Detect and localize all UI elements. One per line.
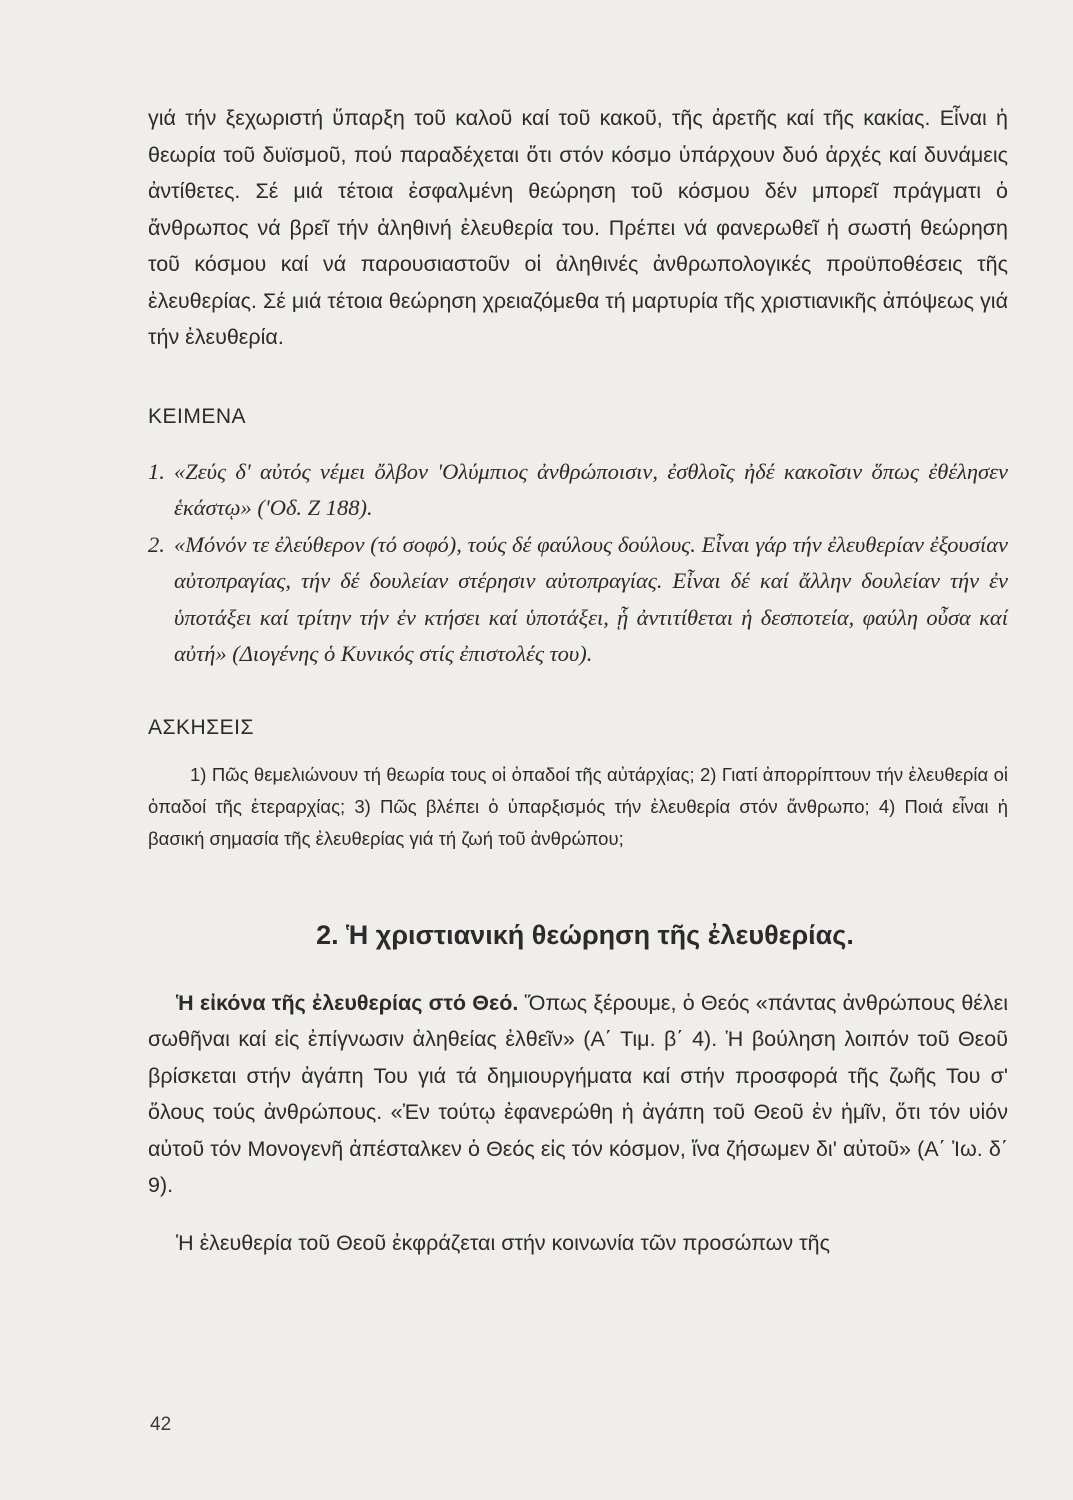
texts-heading: ΚΕΙΜΕΝΑ xyxy=(148,404,247,428)
texts-list xyxy=(148,454,1008,673)
text-item-number: 2. xyxy=(148,531,165,557)
page-content xyxy=(148,100,1008,1262)
section-paragraph-2: Ἡ ἐλευθερία τοῦ Θεοῦ ἐκφράζεται στήν κοινωνία τῶν προσώπων τῆς xyxy=(176,1231,830,1255)
exercises-text: 1) Πῶς θεμελιώνουν τή θεωρία τους οἱ ὀπαδοί τῆς αὐτάρχίας; 2) Γιατί ἀπορρίπτουν τήν ἐλευθερία οἱ ὀπαδοί τῆς ἑτεραρχίας; 3) Πῶς βλέπει ὁ ὑπαρξισμός τήν ἐλευθερία στόν ἄνθρωπο; 4) Ποιά εἶναι ἡ βασική σημασία τῆς ἐλευθερίας γιά τή ζωή τοῦ ἀνθρώπου; xyxy=(148,763,1008,849)
section-lead: Ἡ εἰκόνα τῆς ἐλευθερίας στό Θεό. xyxy=(176,990,519,1015)
exercises-heading: ΑΣΚΗΣΕΙΣ xyxy=(148,715,254,739)
chapter-title: 2. Ἡ χριστιανική θεώρηση τῆς ἐλευθερίας. xyxy=(316,919,854,950)
text-item-body: «Μόνόν τε ἐλεύθερον (τό σοφό), τούς δέ φαύλους δούλους. Εἶναι γάρ τήν ἐλευθερίαν ἐξουσίαν αὐτοπραγίας, τήν δέ δουλείαν στέρησιν αὐτοπραγίας. Εἶναι δέ καί ἄλλην δουλείαν τήν ἐν ὑποτάξει καί τρίτην τήν ἐν κτήσει καί ὑποτάξει, ᾗ ἀντιτίθεται ἡ δεσποτεία, φαύλη οὖσα καί αὐτή» (Διογένης ὁ Κυνικός στίς ἐπιστολές του). xyxy=(174,531,1008,666)
text-item-number: 1. xyxy=(148,458,165,484)
page-number: 42 xyxy=(150,1414,172,1435)
text-item-2 xyxy=(148,527,1008,673)
text-item-1 xyxy=(148,454,1008,527)
section-paragraph xyxy=(148,985,1008,1204)
section-body: Ὅπως ξέρουμε, ὁ Θεός «πάντας ἀνθρώπους θέλει σωθῆναι καί εἰς ἐπίγνωσιν ἀληθείας ἐλθεῖν» (Α΄ Τιμ. β΄ 4). Ἡ βούληση λοιπόν τοῦ Θεοῦ βρίσκεται στήν ἀγάπη Του γιά τά δημιουργήματα καί στήν προσφορά τῆς ζωῆς Του σ' ὅλους τούς ἀνθρώπους. «Ἐν τούτῳ ἐφανερώθη ἡ ἀγάπη τοῦ Θεοῦ ἐν ἡμῖν, ὅτι τόν υἱόν αὐτοῦ τόν Μονογενῆ ἀπέσταλκεν ὁ Θεός εἰς τόν κόσμον, ἵνα ζήσωμεν δι' αὐτοῦ» (Α΄ Ἰω. δ΄ 9). xyxy=(148,990,1008,1197)
intro-paragraph: γιά τήν ξεχωριστή ὕπαρξη τοῦ καλοῦ καί τοῦ κακοῦ, τῆς ἀρετῆς καί τῆς κακίας. Εἶναι ἡ θεωρία τοῦ δυϊσμοῦ, πού παραδέχεται ὅτι στόν κόσμο ὑπάρχουν δυό ἀρχές καί δυνάμεις ἀντίθετες. Σέ μιά τέτοια ἐσφαλμένη θεώρηση τοῦ κόσμου δέν μπορεῖ πράγματι ὁ ἄνθρωπος νά βρεῖ τήν ἀληθινή ἐλευθερία του. Πρέπει νά φανερωθεῖ ἡ σωστή θεώρηση τοῦ κόσμου καί νά παρουσιαστοῦν οἱ ἀληθινές ἀνθρωπολογικές προϋποθέσεις τῆς ἐλευθερίας. Σέ μιά τέτοια θεώρηση χρειαζόμεθα τή μαρτυρία τῆς χριστιανικῆς ἀπόψεως γιά τήν ἐλευθερία. xyxy=(148,106,1008,349)
text-item-body: «Ζεύς δ' αὐτός νέμει ὄλβον 'Ολύμπιος ἀνθρώποισιν, ἐσθλοῖς ἠδέ κακοῖσιν ὅπως ἐθέλησεν ἑκάστῳ» ('Οδ. Ζ 188). xyxy=(174,458,1008,520)
